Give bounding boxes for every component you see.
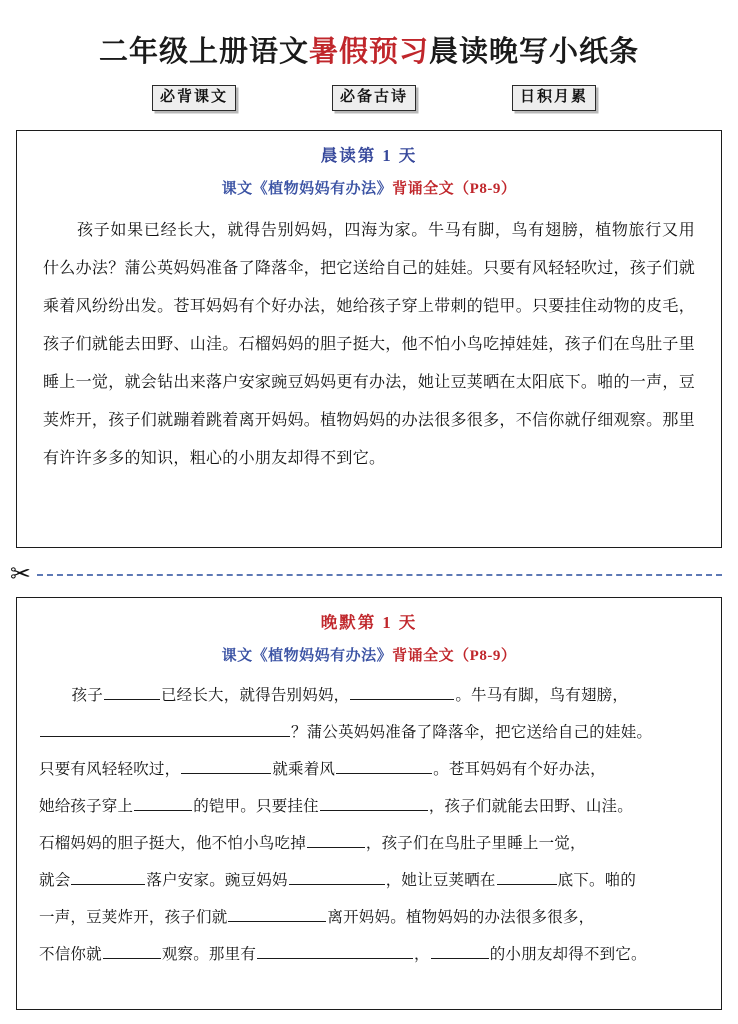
answer-blank[interactable] <box>497 868 557 885</box>
exercise-text: 。苍耳妈妈有个好办法， <box>433 761 606 778</box>
exercise-line <box>39 788 699 825</box>
answer-blank[interactable] <box>40 720 290 737</box>
exercise-text: 不信你就 <box>39 946 102 963</box>
page-title <box>0 0 738 67</box>
evening-subtitle-task: 背诵全文（P8-9） <box>392 648 517 664</box>
exercise-line <box>39 825 699 862</box>
fill-in-blank-exercise <box>39 677 699 973</box>
answer-blank[interactable] <box>181 757 271 774</box>
exercise-text: 底下。啪的 <box>557 872 637 889</box>
scissors-icon: ✂ <box>10 560 31 588</box>
exercise-text: 孩子 <box>71 687 103 704</box>
answer-blank[interactable] <box>320 794 428 811</box>
answer-blank[interactable] <box>289 868 385 885</box>
answer-blank[interactable] <box>134 794 192 811</box>
answer-blank[interactable] <box>103 942 161 959</box>
evening-section-title: 晚默第 1 天 <box>320 613 418 632</box>
morning-subtitle <box>17 177 721 198</box>
answer-blank[interactable] <box>336 757 432 774</box>
cut-divider <box>0 562 738 588</box>
morning-subtitle-lesson: 课文《植物妈妈有办法》 <box>221 181 393 197</box>
exercise-line <box>39 899 699 936</box>
tag-required-poems[interactable]: 必备古诗 <box>332 85 416 111</box>
evening-subtitle-lesson: 课文《植物妈妈有办法》 <box>221 648 393 664</box>
answer-blank[interactable] <box>228 905 326 922</box>
exercise-text: 只要有风轻轻吹过， <box>39 761 181 778</box>
exercise-text: 石榴妈妈的胆子挺大，他不怕小鸟吃掉 <box>39 835 306 852</box>
exercise-text: ，她让豆荚晒在 <box>385 872 496 889</box>
tag-daily-accumulation[interactable]: 日积月累 <box>512 85 596 111</box>
exercise-line <box>39 936 699 973</box>
evening-dictation-section <box>16 597 722 1010</box>
evening-subtitle <box>17 644 721 665</box>
title-highlight: 暑假预习 <box>308 36 429 68</box>
exercise-line <box>39 677 699 714</box>
exercise-text: 她给孩子穿上 <box>39 798 134 815</box>
answer-blank[interactable] <box>307 831 365 848</box>
exercise-text: 。牛马有脚，鸟有翅膀， <box>455 687 629 704</box>
exercise-text: ， <box>414 946 430 963</box>
exercise-text: 的小朋友却得不到它。 <box>489 946 647 963</box>
exercise-text: 就会 <box>39 872 71 889</box>
answer-blank[interactable] <box>104 683 160 700</box>
exercise-text: 落户安家。豌豆妈妈 <box>146 872 288 889</box>
exercise-text: 观察。那里有 <box>161 946 257 963</box>
answer-blank[interactable] <box>257 942 413 959</box>
exercise-text: 离开妈妈。植物妈妈的办法很多很多， <box>327 909 595 926</box>
title-prefix: 二年级上册语文 <box>98 36 309 68</box>
title-suffix: 晨读晚写小纸条 <box>429 36 640 68</box>
morning-passage-body <box>43 212 695 478</box>
passage-text: 孩子如果已经长大，就得告别妈妈，四海为家。牛马有脚，鸟有翅膀，植物旅行又用什么办法？蒲公英妈妈准备了降落伞，把它送给自己的娃娃。只要有风轻轻吹过，孩子们就乘着风纷纷出发。苍耳妈妈有个好办法，她给孩子穿上带刺的铠甲。只要挂住动物的皮毛，孩子们就能去田野、山洼。石榴妈妈的胆子挺大，他不怕小鸟吃掉娃娃，孩子们在鸟肚子里睡上一觉，就会钻出来落户安家豌豆妈妈更有办法，她让豆荚晒在太阳底下。啪的一声，豆荚炸开，孩子们就蹦着跳着离开妈妈。植物妈妈的办法很多很多，不信你就仔细观察。那里有许许多多的知识，粗心的小朋友却得不到它。 <box>43 222 696 467</box>
exercise-line <box>39 714 699 751</box>
morning-subtitle-task: 背诵全文（P8-9） <box>392 181 517 197</box>
exercise-text: 就乘着风 <box>272 761 336 778</box>
answer-blank[interactable] <box>71 868 145 885</box>
morning-reading-section <box>16 130 722 548</box>
morning-section-title: 晨读第 1 天 <box>320 146 418 165</box>
exercise-text: 已经长大，就得告别妈妈， <box>160 687 350 704</box>
exercise-text: 一声，豆荚炸开，孩子们就 <box>39 909 228 926</box>
exercise-text: 的铠甲。只要挂住 <box>193 798 319 815</box>
answer-blank[interactable] <box>431 942 489 959</box>
dashed-cut-line <box>37 574 722 576</box>
exercise-line <box>39 751 699 788</box>
answer-blank[interactable] <box>350 683 454 700</box>
exercise-text: ？蒲公英妈妈准备了降落伞，把它送给自己的娃娃。 <box>291 724 653 741</box>
exercise-line <box>39 862 699 899</box>
category-tags <box>0 85 738 111</box>
tag-required-texts[interactable]: 必背课文 <box>152 85 236 111</box>
exercise-text: ，孩子们在鸟肚子里睡上一觉， <box>365 835 586 852</box>
exercise-text: ，孩子们就能去田野、山洼。 <box>428 798 633 815</box>
